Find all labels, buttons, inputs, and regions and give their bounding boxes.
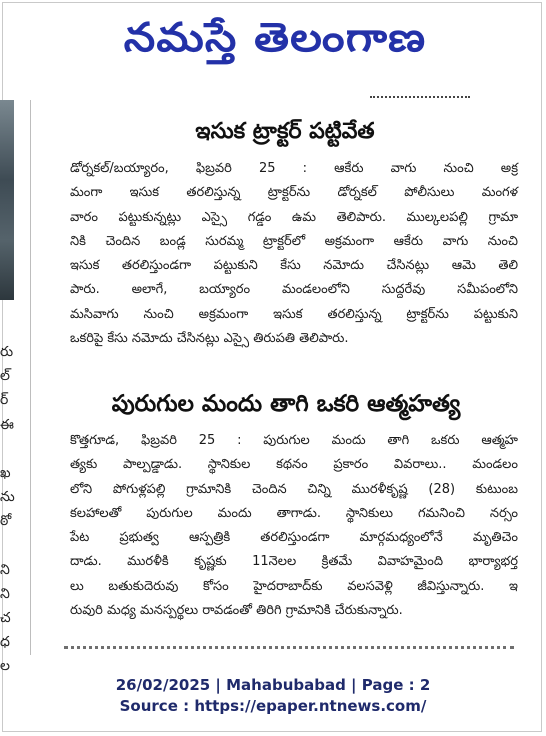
- text-fragment: ని: [0, 561, 10, 578]
- text-fragment: ల: [0, 658, 10, 675]
- article-line: కలహాలతో పురుగుల మందు తాగాడు. స్థానికులు గమనించి నర్సం: [70, 505, 518, 521]
- text-fragment: ఠో: [0, 513, 12, 530]
- newspaper-masthead: నమస్తే తెలంగాణ: [123, 15, 427, 61]
- article-line: లోని పోగుళ్లపల్లి గ్రామానికి చెందిన చిన్ని మురళీకృష్ణ (28) కుటుంబ: [70, 481, 518, 497]
- text-fragment: చ: [0, 610, 11, 627]
- article-line: కొత్తగూడ, ఫిబ్రవరి 25 : పురుగుల మందు తాగి ఒకరు ఆత్మహ: [70, 433, 518, 448]
- article-headline-suicide: పురుగుల మందు తాగి ఒకరి ఆత్మహత్య: [111, 391, 461, 417]
- article-body-suicide: [70, 429, 518, 623]
- text-fragment: రు: [0, 344, 14, 360]
- article-line: ఇసుక తరలిస్తుండగా పట్టుకుని కేసు నమోదు చేసినట్లు ఆమె తెలి: [70, 258, 518, 274]
- article-line: పారు. అలాగే, బయ్యారం మండలంలోని సుద్దరేవు సమీపంలోని: [70, 282, 518, 298]
- clipping-edge-bottom: [64, 646, 514, 657]
- text-fragment: ఖ: [0, 464, 11, 481]
- column-divider: [30, 100, 31, 655]
- text-fragment: ర్: [0, 392, 9, 409]
- article-line: దాడు. మురళీకి కృష్ణకు 11నెలల క్రితమే వివాహమైంది భార్యాభర్త: [70, 554, 518, 570]
- article-line: పేట ప్రభుత్వ ఆస్పత్రికి తరలిస్తుండగా మార్గమధ్యంలోనే మృతిచెం: [70, 530, 518, 546]
- article-line: రువురి మధ్య మనస్పర్థలు రావడంతో తిరిగి గ్రామానికి చేరుకున్నారు.: [70, 603, 403, 619]
- article-headline-sand-tractor: ఇసుక ట్రాక్టర్ పట్టివేత: [195, 119, 375, 144]
- text-fragment: ధ: [0, 634, 10, 651]
- article-line: ఒకరిపై కేసు నమోదు చేసినట్లు ఎస్సై తిరుపతి తెలిపారు.: [70, 331, 349, 347]
- article-line: మసివాగు నుంచి అక్రమంగా ఇసుక తరలిస్తున్న ట్రాక్టర్‌ను పట్టుకుని: [70, 306, 518, 322]
- footer-date-edition: 26/02/2025 | Mahabubabad | Page : 2: [115, 676, 431, 694]
- article-line: నికి చెందిన బండ్ల సురమ్మ ట్రాక్టర్‌లో అక్రమంగా ఆకేరు వాగు నుంచి: [70, 233, 518, 249]
- article-line: డోర్నకల్/బయ్యారం, ఫిబ్రవరి 25 : ఆకేరు వాగు నుంచి అక్ర: [70, 161, 518, 176]
- text-fragment: ల్: [0, 368, 10, 385]
- adjacent-column-clip: [0, 100, 24, 675]
- text-fragment: [0, 534, 24, 558]
- clipping-edge-top: [370, 96, 470, 104]
- text-fragment: ను: [0, 489, 15, 506]
- article-line: మంగా ఇసుక తరలిస్తున్న ట్రాక్టర్‌ను డోర్నకల్ పోలీసులు మంగళ: [70, 185, 518, 201]
- adjacent-photo-fragment: [0, 100, 14, 300]
- text-fragment: ని: [0, 585, 10, 602]
- article-line: లు బతుకుదెరువు కోసం హైదరాబాద్‌కు వలసవెళ్లి జీవిస్తున్నారు. ఇ: [70, 578, 518, 594]
- adjacent-column-text: [0, 340, 24, 679]
- footer-source: Source : https://epaper.ntnews.com/: [119, 697, 427, 715]
- text-fragment: ఈ: [0, 416, 14, 433]
- article-line: త్యకు పాల్పడ్డాడు. స్థానికుల కథనం ప్రకారం వివరాలు.. మండలం: [70, 457, 518, 473]
- text-fragment: [0, 437, 24, 461]
- article-body-sand-tractor: [70, 157, 518, 351]
- article-line: వారం పట్టుకున్నట్లు ఎస్సై గడ్డం ఉమ తెలిపారు. ముల్కలపల్లి గ్రామా: [70, 209, 518, 225]
